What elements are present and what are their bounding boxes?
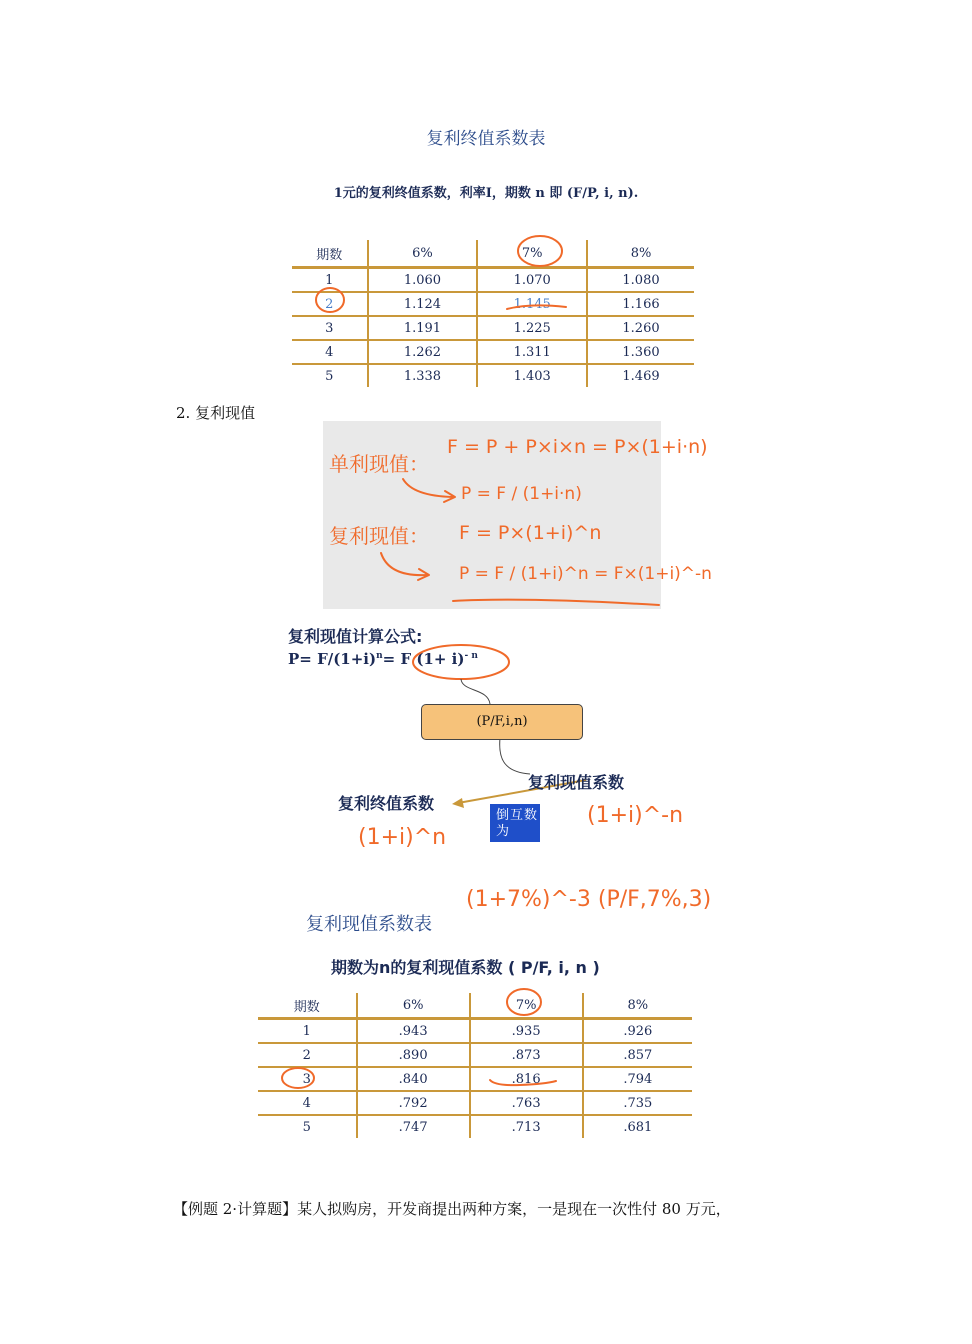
compound-pv-label: 复利现值：	[329, 524, 429, 548]
table-cell: 2	[292, 292, 368, 316]
table-cell: 1.403	[477, 364, 587, 387]
table-cell: 1	[292, 268, 368, 293]
table-cell: .763	[470, 1091, 583, 1115]
table-cell: .943	[357, 1019, 470, 1044]
formula-prefix: P= F/(1+i)	[288, 650, 377, 668]
fv-table-subtitle: 1元的复利终值系数，利率I，期数 n 即 (F/P, i, n).	[333, 186, 639, 201]
pv-table-title: 复利现值系数表	[306, 914, 432, 935]
table-cell: .935	[470, 1019, 583, 1044]
reciprocal-badge: 倒互数为	[490, 804, 540, 842]
table-cell: 1.124	[368, 292, 478, 316]
pv-handwritten: (1+i)^-n	[587, 803, 684, 828]
header-period: 期数	[258, 993, 357, 1019]
table-cell: 1	[258, 1019, 357, 1044]
circle-7pct-mark	[507, 989, 541, 1015]
table-cell: .681	[583, 1115, 692, 1138]
table1-ink-annotations	[0, 0, 950, 420]
fv-factor-label: 复利终值系数	[338, 794, 435, 813]
connector-line	[461, 679, 490, 704]
simple-fv-formula: F = P + P×i×n = P×(1+i·n)	[447, 436, 708, 458]
table-cell: 2	[258, 1043, 357, 1067]
table-cell: .747	[357, 1115, 470, 1138]
pv-factor-label: 复利现值系数	[528, 773, 625, 792]
table-cell: .713	[470, 1115, 583, 1138]
table-cell: 1.060	[368, 268, 478, 293]
header-6pct: 6%	[357, 993, 470, 1019]
table-cell: 1.338	[368, 364, 478, 387]
formula-circled: (1+ i)	[416, 650, 465, 668]
table-cell: 3	[292, 316, 368, 340]
fv-handwritten: (1+i)^n	[358, 825, 447, 850]
underline-816-mark	[490, 1080, 556, 1085]
table2-ink-annotations	[0, 985, 950, 1095]
table-cell: 1.360	[587, 340, 694, 364]
circle-factor-mark	[413, 645, 509, 679]
table-cell: 3	[258, 1067, 357, 1091]
table-cell: 1.145	[477, 292, 587, 316]
table-cell: 1.311	[477, 340, 587, 364]
table-cell: .792	[357, 1091, 470, 1115]
table-cell: 1.469	[587, 364, 694, 387]
table-cell: .816	[470, 1067, 583, 1091]
header-8pct: 8%	[587, 240, 694, 268]
example-problem: 【例题 2·计算题】某人拟购房，开发商提出两种方案，一是现在一次性付 80 万元，	[173, 1200, 731, 1218]
arrow-icon	[403, 479, 453, 497]
table-cell: 4	[292, 340, 368, 364]
arrow-icon	[381, 553, 427, 575]
table-cell: 5	[325, 368, 334, 384]
compound-fv-formula: F = P×(1+i)^n	[459, 522, 602, 544]
header-8pct: 8%	[583, 993, 692, 1019]
table-cell: 1.191	[368, 316, 478, 340]
fv-table-title: 复利终值系数表	[426, 129, 546, 149]
circle-row3-mark	[282, 1068, 314, 1088]
table-cell: 5	[302, 1119, 311, 1135]
header-7pct: 7%	[470, 993, 583, 1019]
formula-mid: = F	[382, 650, 417, 668]
section-heading: 2. 复利现值	[176, 404, 256, 422]
table-cell: .890	[357, 1043, 470, 1067]
formula-circled-exponent: - n	[464, 651, 478, 661]
table-cell: 1.260	[587, 316, 694, 340]
table-cell: .857	[583, 1043, 692, 1067]
circle-7pct-mark	[518, 236, 562, 266]
table-cell: 1.166	[587, 292, 694, 316]
formula-exponent: n	[376, 651, 383, 661]
annotation-text: (1+7%)^-3 (P/F,7%,3)	[466, 887, 712, 912]
handwritten-note	[323, 421, 712, 609]
underline-mark	[453, 600, 659, 605]
table-row	[258, 1115, 692, 1138]
connector-line	[500, 738, 530, 774]
compound-pv-result: P = F / (1+i)^n = F×(1+i)^-n	[459, 564, 712, 584]
header-6pct: 6%	[368, 240, 478, 268]
simple-pv-result: P = F / (1+i·n)	[461, 484, 582, 504]
note-ink	[323, 421, 712, 609]
pv-formula-heading: 复利现值计算公式:	[288, 627, 423, 646]
pv-table-annotation	[460, 870, 712, 956]
header-7pct: 7%	[477, 240, 587, 268]
underline-1145-mark	[507, 305, 566, 309]
simple-pv-label: 单利现值：	[329, 452, 429, 476]
table-cell: 1.262	[368, 340, 478, 364]
table-cell: .926	[583, 1019, 692, 1044]
table-cell: .840	[357, 1067, 470, 1091]
table-cell: 1.225	[477, 316, 587, 340]
table-cell: .794	[583, 1067, 692, 1091]
table-cell: .873	[470, 1043, 583, 1067]
table-cell: 1.070	[477, 268, 587, 293]
table-cell: 1.080	[587, 268, 694, 293]
pf-notation-box: (P/F,i,n)	[421, 704, 583, 740]
pv-table-subtitle: 期数为n的复利现值系数 ( P/F, i, n )	[331, 958, 600, 977]
circle-row2-mark	[316, 288, 344, 312]
table-cell: .735	[583, 1091, 692, 1115]
factor-handwriting	[0, 780, 950, 860]
header-period: 期数	[292, 240, 368, 268]
table-cell: 4	[258, 1091, 357, 1115]
